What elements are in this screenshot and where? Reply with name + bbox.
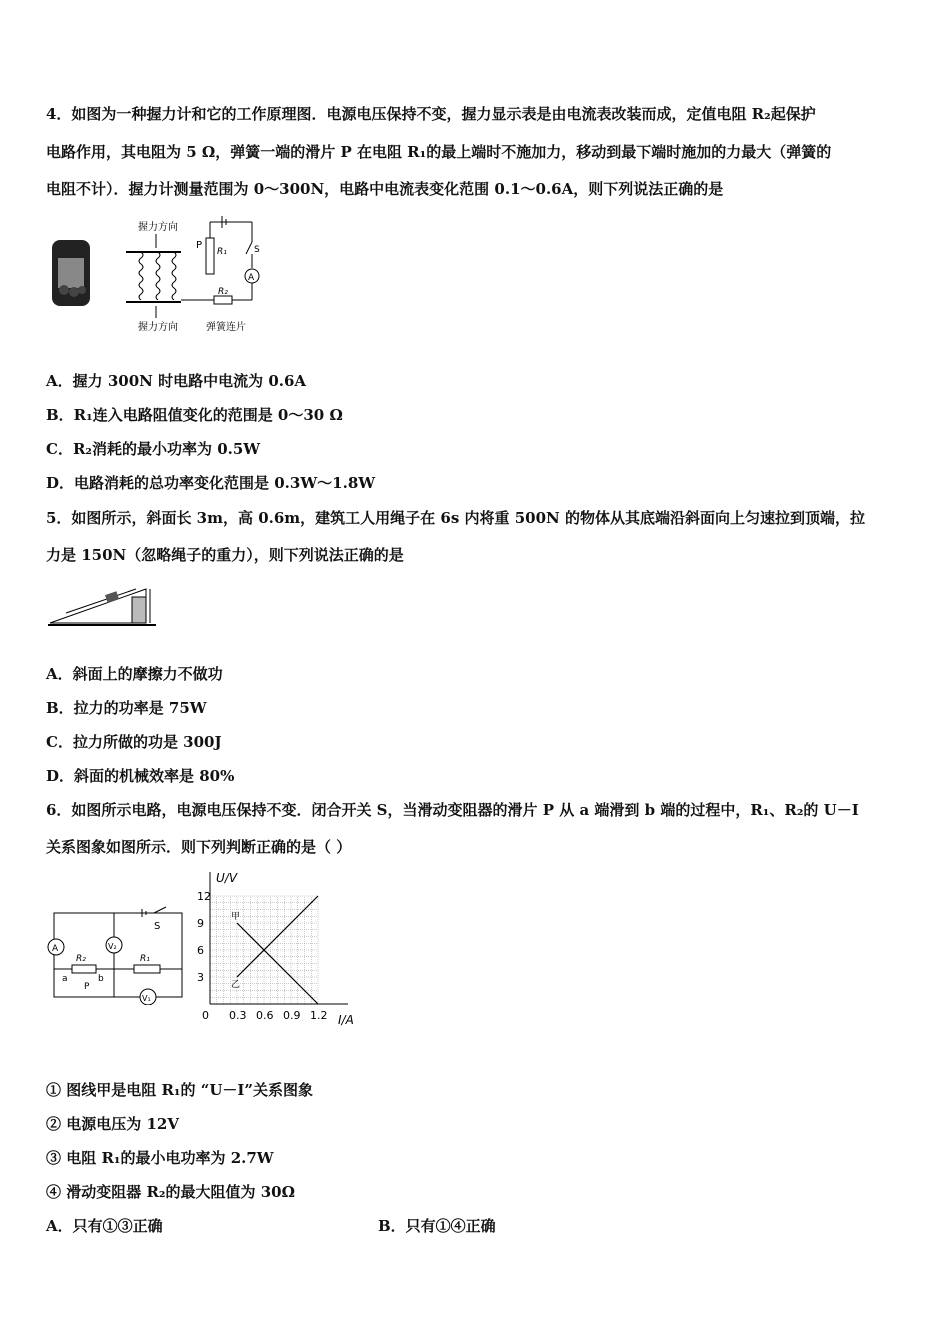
y-axis-label: U/V [216,871,238,885]
grip-meter-figure [46,208,266,338]
y-tick-label: 3 [197,971,204,984]
q5-line-1: 5．如图所示，斜面长 3m，高 0.6m，建筑工人用绳子在 6s 内将重 500N 的物体从其底端沿斜面向上匀速拉到顶端，拉 [46,509,865,527]
x-tick-label: 0.6 [256,1009,274,1022]
x-axis-label: I/A [338,1013,354,1027]
q6-v1-label: V₁ [142,994,151,1003]
q4-option-b: B．R₁连入电路阻值变化的范围是 0～30 Ω [46,406,343,424]
q6-statement-1: ① 图线甲是电阻 R₁的 “U－I”关系图象 [46,1081,314,1099]
q6-statement-4: ④ 滑动变阻器 R₂的最大阻值为 30Ω [46,1183,295,1201]
series-label-yi: 乙 [231,980,241,990]
q4-option-d: D．电路消耗的总功率变化范围是 0.3W～1.8W [46,474,376,492]
q4-option-c: C．R₂消耗的最小功率为 0.5W [46,440,261,458]
x-tick-label: 0 [202,1009,209,1022]
grip-label-top: 握力方向 [138,222,178,233]
series-label-jia: 甲 [231,912,241,922]
incline-figure [46,575,158,629]
q5-option-b: B．拉力的功率是 75W [46,699,207,717]
q6-option-a: A．只有①③正确 [46,1217,163,1235]
y-tick-label: 9 [197,917,204,930]
grip-label-bottom: 握力方向 [138,322,178,333]
q5-option-a: A．斜面上的摩擦力不做功 [46,665,223,683]
q6-r2-label: R₂ [76,954,86,964]
r2-label: R₂ [218,287,228,297]
x-tick-label: 1.2 [310,1009,328,1022]
q6-r1-label: R₁ [140,954,150,964]
q6-slider-label: P [84,982,90,992]
x-tick-label: 0.9 [283,1009,301,1022]
q4-line-2: 电路作用，其电阻为 5 Ω，弹簧一端的滑片 P 在电阻 R₁的最上端时不施加力，移动到最下端时施加的力最大（弹簧的 [46,143,832,161]
q6-statement-3: ③ 电阻 R₁的最小电功率为 2.7W [46,1149,274,1167]
q6-v2-label: V₂ [108,942,117,951]
hand-grip-photo [52,240,90,306]
ammeter-label: A [248,273,255,283]
y-tick-label: 12 [197,890,211,903]
switch-s-label: S [254,245,260,255]
slider-p-label: P [196,240,203,251]
q4-option-a: A．握力 300N 时电路中电流为 0.6A [46,372,307,390]
q5-line-2: 力是 150N（忽略绳子的重力），则下列说法正确的是 [46,546,404,564]
q6-statement-2: ② 电源电压为 12V [46,1115,179,1133]
ui-chart [196,868,366,1030]
q6-ammeter-label: A [52,944,59,954]
spring-plate-label: 弹簧连片 [206,322,246,333]
q4-line-1: 4．如图为一种握力计和它的工作原理图．电源电压保持不变，握力显示表是由电流表改装而成，定值电阻 R₂起保护 [46,105,816,123]
q6-line-1: 6．如图所示电路，电源电压保持不变．闭合开关 S，当滑动变阻器的滑片 P 从 a 端滑到 b 端的过程中，R₁、R₂的 U－I [46,801,859,819]
r1-label: R₁ [217,247,227,257]
y-tick-label: 6 [197,944,204,957]
q5-option-c: C．拉力所做的功是 300J [46,733,222,751]
q6-option-b: B．只有①④正确 [378,1217,496,1235]
series-line-2 [237,896,318,977]
q6-circuit-figure [42,905,192,1005]
q6-switch-label: S [154,921,161,932]
x-tick-label: 0.3 [229,1009,247,1022]
q6-a-end-label: a [62,974,68,984]
q6-line-2: 关系图象如图所示．则下列判断正确的是（ ） [46,838,352,856]
q4-line-3: 电阻不计）．握力计测量范围为 0～300N，电路中电流表变化范围 0.1～0.6A，则下列说法正确的是 [46,180,724,198]
q5-option-d: D．斜面的机械效率是 80% [46,767,235,785]
q6-b-end-label: b [98,974,104,984]
